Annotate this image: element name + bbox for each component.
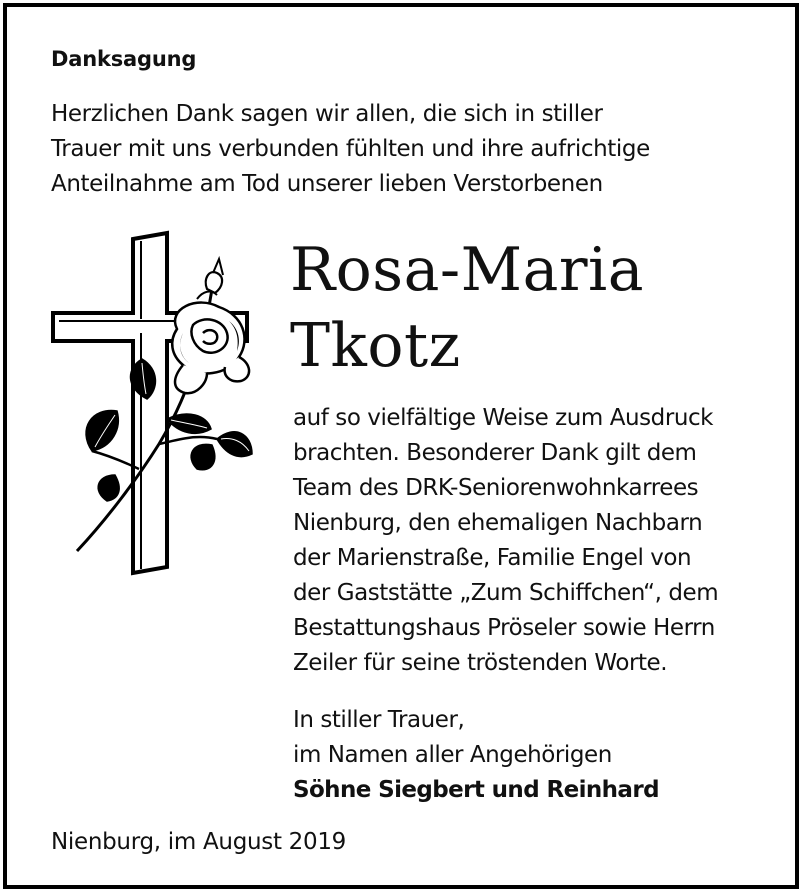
body-line: der Gaststätte „Zum Schiffchen“, dem [293, 580, 719, 606]
name-line: Rosa-Maria [290, 235, 644, 305]
closing-line: im Namen aller Angehörigen [293, 742, 612, 768]
body-line: Team des DRK-Seniorenwohnkarrees [293, 475, 699, 501]
deceased-name [290, 232, 644, 384]
intro-line: Trauer mit uns verbunden fühlten und ihre aufrichtige [51, 136, 650, 162]
place-date: Nienburg, im August 2019 [51, 829, 347, 855]
notice-heading: Danksagung [51, 47, 197, 71]
closing-line: In stiller Trauer, [293, 707, 465, 733]
body-line: Zeiler für seine tröstenden Worte. [293, 650, 668, 676]
intro-text [51, 97, 771, 202]
cross-with-rose-icon [47, 229, 257, 579]
body-line: Nienburg, den ehemaligen Nachbarn [293, 510, 703, 536]
intro-line: Herzlichen Dank sagen wir allen, die sich in stiller [51, 101, 603, 127]
signature: Söhne Siegbert und Reinhard [293, 777, 659, 803]
name-line: Tkotz [290, 311, 461, 381]
body-line: Bestattungshaus Pröseler sowie Herrn [293, 615, 715, 641]
obituary-notice-frame [3, 3, 799, 889]
body-line: brachten. Besonderer Dank gilt dem [293, 440, 697, 466]
body-line: der Marienstraße, Familie Engel von [293, 545, 692, 571]
intro-line: Anteilnahme am Tod unserer lieben Verstorbenen [51, 171, 603, 197]
body-line: auf so vielfältige Weise zum Ausdruck [293, 405, 714, 431]
closing-block [293, 703, 659, 808]
body-text [293, 401, 783, 681]
